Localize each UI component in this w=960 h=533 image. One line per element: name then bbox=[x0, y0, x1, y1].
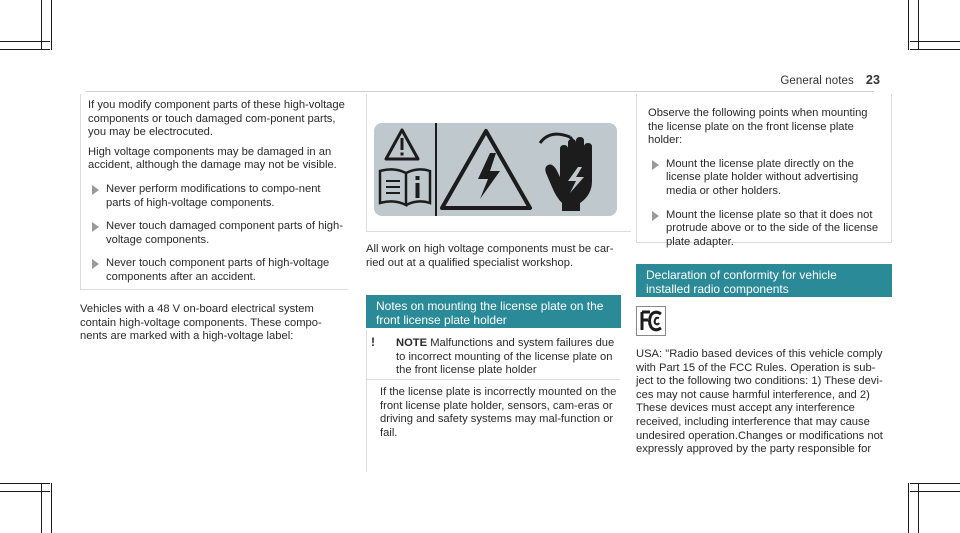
note-label: NOTE bbox=[396, 337, 428, 349]
crop-mark bbox=[0, 49, 50, 50]
high-voltage-label-graphic bbox=[374, 123, 617, 216]
bullet-item: Mount the license plate directly on the license plate holder without advertising media or other holders. bbox=[648, 158, 882, 199]
intro-paragraph: Vehicles with a 48 V on-board electrical system contain high-voltage components. These compo-nents are marked with a high-voltage label: bbox=[80, 303, 322, 343]
label-caption: All work on high voltage components must be car-ried out at a qualified specialist workshop. bbox=[366, 243, 614, 269]
crop-mark bbox=[910, 483, 960, 484]
observe-intro: Observe the following points when mounting the license plate on the front license plate holder: bbox=[648, 107, 868, 147]
crop-mark bbox=[41, 0, 42, 50]
running-header bbox=[780, 73, 880, 87]
note-title: Malfunctions and system failures due to incorrect mounting of the license plate on the front license plate holder bbox=[396, 337, 615, 377]
warning-text bbox=[88, 99, 346, 285]
fcc-logo-icon bbox=[637, 307, 665, 335]
note-divider bbox=[367, 379, 620, 380]
note-icon: ! bbox=[371, 335, 375, 349]
crop-mark bbox=[51, 483, 52, 533]
bullet-item: Mount the license plate so that it does not protrude above or to the side of the license plate adapter. bbox=[648, 209, 882, 250]
section-banner: Notes on mounting the license plate on the front license plate holder bbox=[366, 295, 621, 328]
note-box-rule bbox=[366, 330, 367, 472]
note-body: If the license plate is incorrectly mounted on the front license plate holder, sensors, cam-eras or driving and safety systems may mal-function or fail. bbox=[380, 386, 617, 439]
fcc-logo bbox=[636, 306, 666, 336]
crop-mark bbox=[910, 41, 960, 42]
section-banner: Declaration of conformity for vehicle installed radio components bbox=[636, 264, 892, 297]
electric-shock-icon bbox=[442, 131, 530, 208]
high-voltage-label bbox=[374, 123, 617, 216]
crop-mark bbox=[51, 0, 52, 50]
warning-paragraph: High voltage components may be damaged in an accident, although the damage may not be visible. bbox=[88, 145, 337, 172]
hand-shock-icon bbox=[540, 134, 592, 211]
bullet-item: Never touch damaged component parts of high-voltage components. bbox=[88, 220, 346, 247]
warning-triangle-icon bbox=[386, 130, 418, 159]
bullet-item: Never perform modifications to compo-nent parts of high-voltage components. bbox=[88, 183, 346, 210]
crop-mark bbox=[918, 0, 919, 50]
crop-mark bbox=[0, 41, 50, 42]
crop-mark bbox=[910, 491, 960, 492]
crop-mark bbox=[0, 483, 50, 484]
page-number: 23 bbox=[865, 73, 880, 87]
warning-paragraph: If you modify component parts of these high-voltage components or touch damaged com-ponent parts, you may be electrocuted. bbox=[88, 99, 345, 139]
crop-mark bbox=[0, 491, 50, 492]
crop-mark bbox=[908, 483, 909, 533]
crop-mark bbox=[910, 49, 960, 50]
observe-text bbox=[648, 107, 882, 249]
manual-book-icon bbox=[380, 169, 430, 205]
section-title: General notes bbox=[780, 75, 854, 87]
bullet-item: Never touch component parts of high-voltage components after an accident. bbox=[88, 257, 346, 284]
header-rule bbox=[86, 91, 874, 92]
crop-mark bbox=[908, 0, 909, 50]
fcc-statement: USA: "Radio based devices of this vehicle comply with Part 15 of the FCC Rules. Operation is sub-ject to the following two conditions: 1) These devi-ces may not cause harmful interference, and 2) These devices must accept any interference received, including interference that may cause undesired operation.Changes or modifications not expressly approved by the party responsible for bbox=[636, 348, 883, 456]
